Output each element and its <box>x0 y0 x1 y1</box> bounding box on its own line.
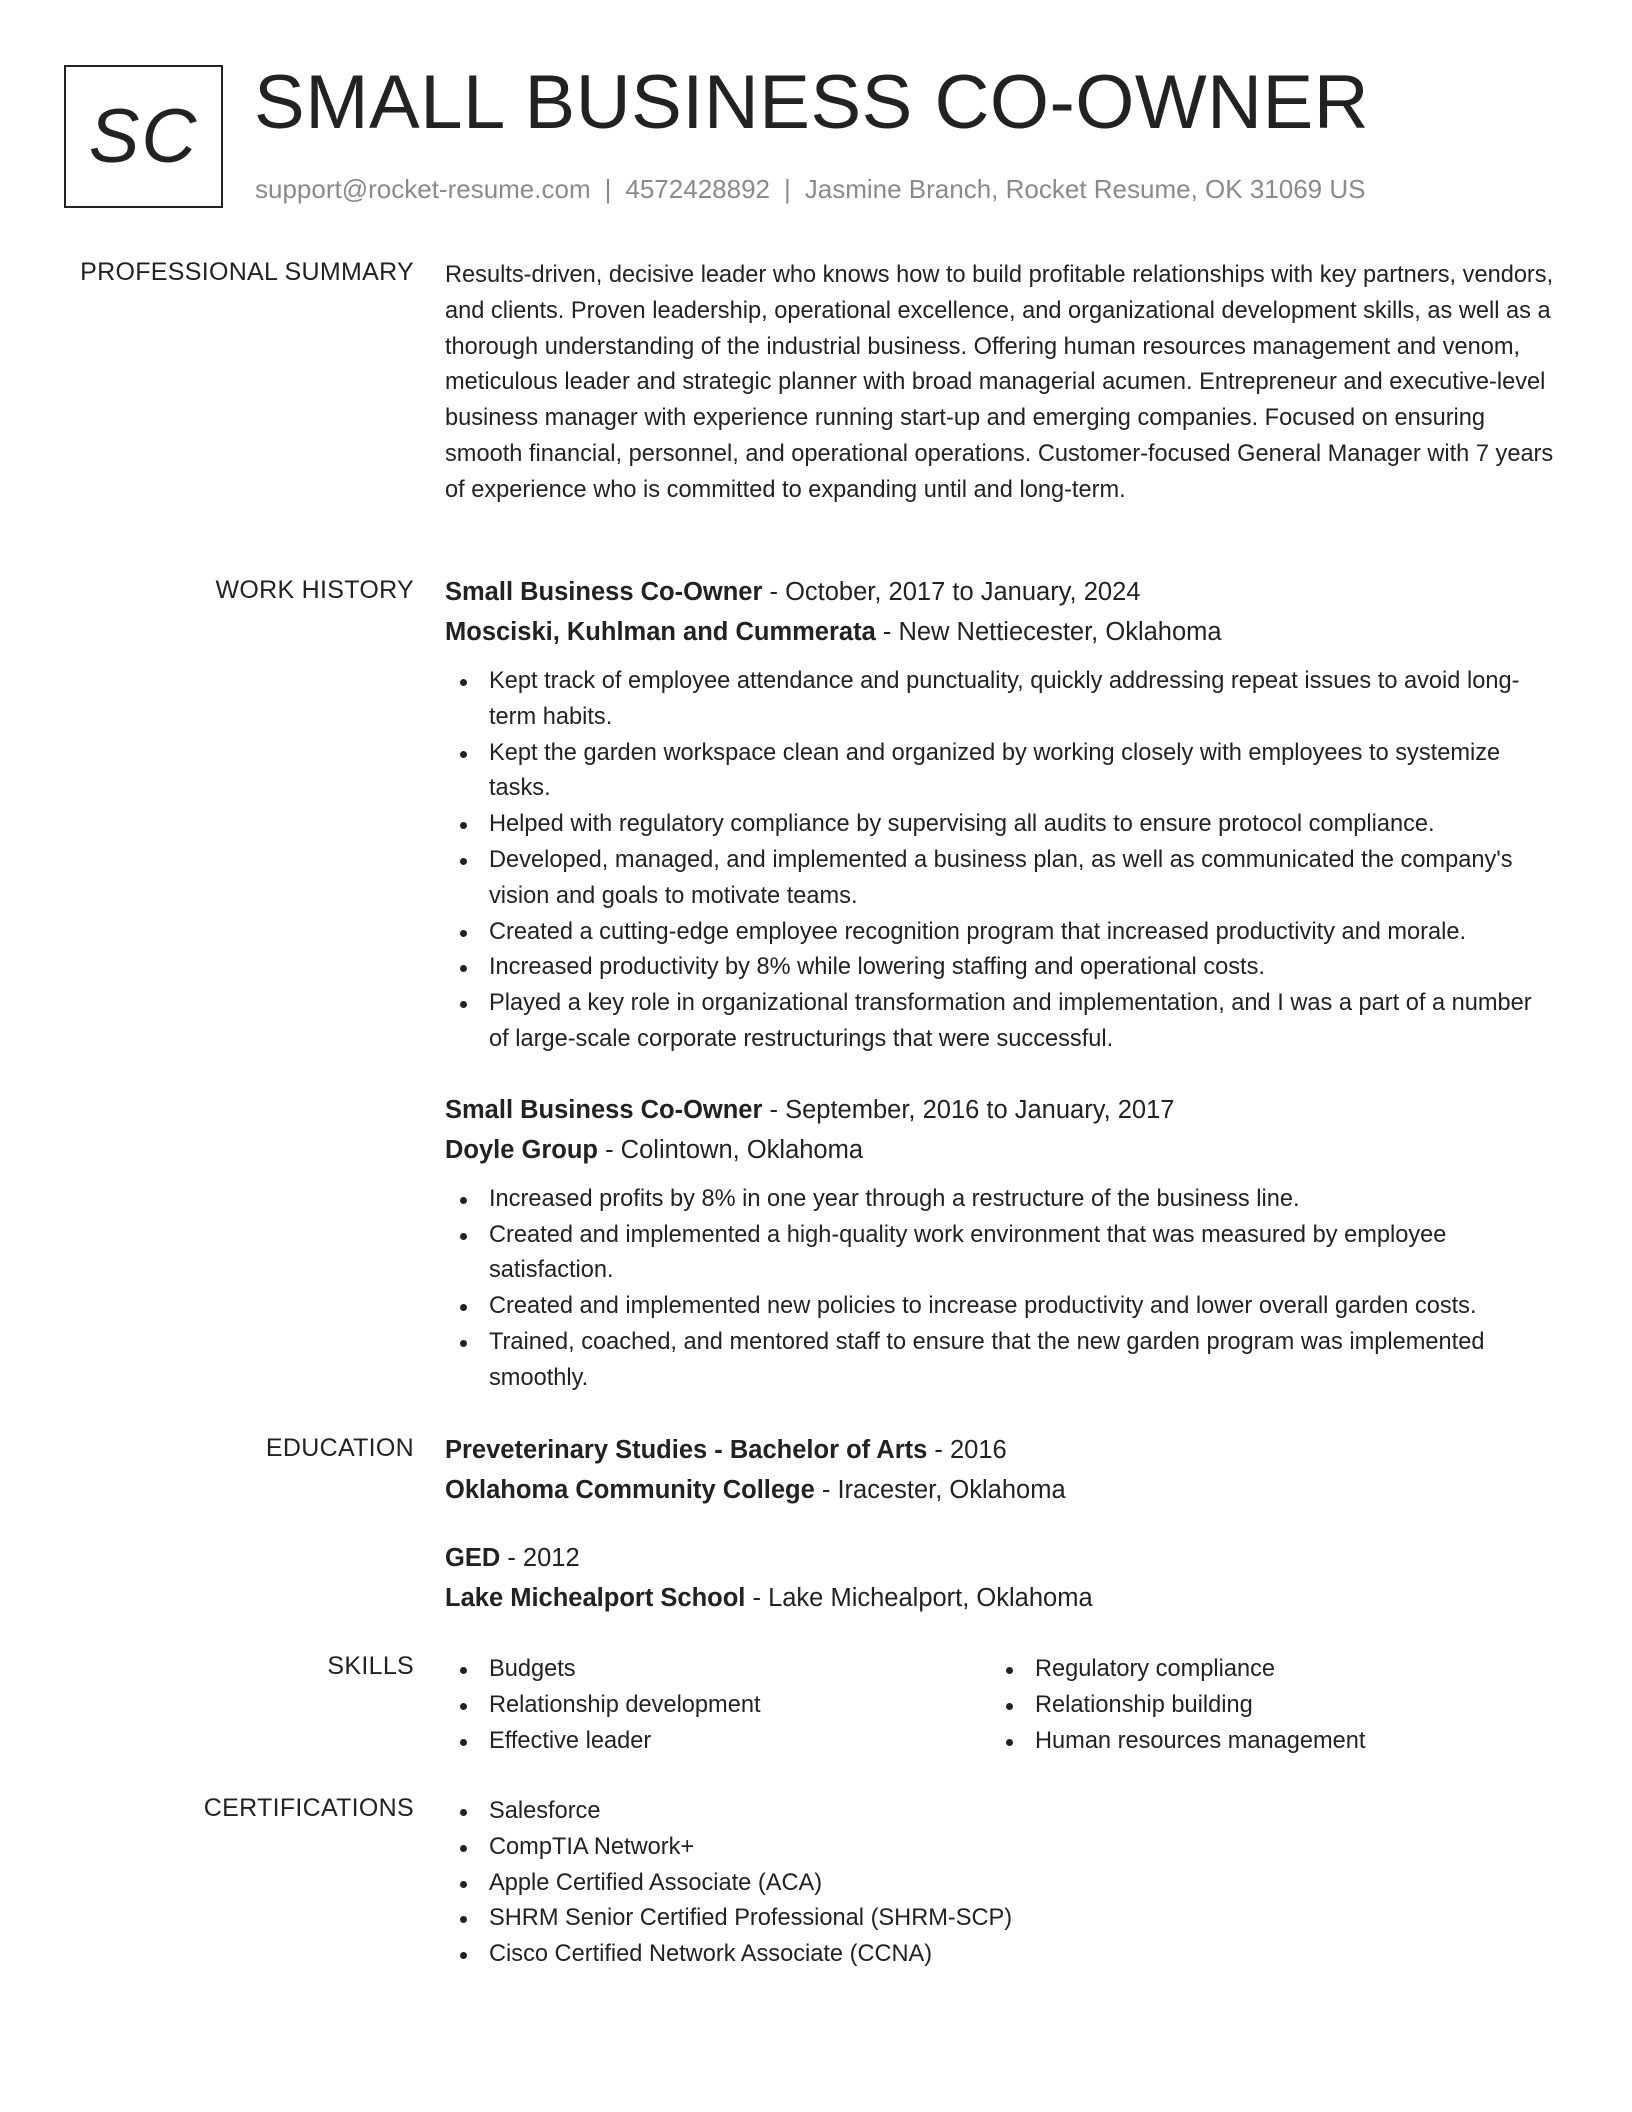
contact-separator: | <box>784 174 791 204</box>
school-line <box>445 1578 1557 1618</box>
summary-heading: PROFESSIONAL SUMMARY <box>80 258 414 286</box>
certification-item: CompTIA Network+ <box>445 1830 1557 1866</box>
degree-year: - 2012 <box>500 1544 580 1572</box>
certification-item: Apple Certified Associate (ACA) <box>445 1866 1557 1902</box>
job-title-line <box>445 1090 1557 1130</box>
school-location: - Lake Michealport, Oklahoma <box>745 1584 1093 1612</box>
skills-list-left <box>445 1652 991 1759</box>
job-location: - Colintown, Oklahoma <box>598 1135 864 1164</box>
skill-item: Human resources management <box>991 1724 1537 1760</box>
school-line <box>445 1470 1557 1510</box>
job-entry <box>445 572 1557 1058</box>
job-bullet: Helped with regulatory compliance by supervising all audits to ensure protocol compliance. <box>445 807 1557 843</box>
school: Oklahoma Community College <box>445 1476 815 1504</box>
skill-item: Regulatory compliance <box>991 1652 1537 1688</box>
skills-heading: SKILLS <box>327 1652 414 1680</box>
job-bullet: Kept track of employee attendance and punctuality, quickly addressing repeat issues to avoid long-term habits. <box>445 664 1557 736</box>
resume-header <box>64 60 1568 210</box>
job-bullet: Developed, managed, and implemented a business plan, as well as communicated the company's vision and goals to motivate teams. <box>445 843 1557 915</box>
certifications-list <box>445 1794 1557 1973</box>
job-dates: - October, 2017 to January, 2024 <box>762 578 1141 606</box>
degree: GED <box>445 1544 501 1572</box>
work-history-body <box>445 572 1557 1397</box>
monogram-logo <box>64 65 223 208</box>
job-dates: - September, 2016 to January, 2017 <box>762 1095 1175 1124</box>
certifications-body <box>445 1794 1557 1973</box>
education-heading: EDUCATION <box>265 1434 414 1462</box>
work-history-heading: WORK HISTORY <box>215 576 414 604</box>
job-bullet: Increased productivity by 8% while lowering staffing and operational costs. <box>445 950 1557 986</box>
degree-line <box>445 1538 1557 1578</box>
job-title: Small Business Co-Owner <box>445 578 763 606</box>
skill-item: Effective leader <box>445 1724 991 1760</box>
skill-item: Budgets <box>445 1652 991 1688</box>
certifications-heading: CERTIFICATIONS <box>203 1794 414 1822</box>
skill-item: Relationship building <box>991 1688 1537 1724</box>
skills-body <box>445 1652 1557 1759</box>
job-bullet: Created and implemented new policies to increase productivity and lower overall garden costs. <box>445 1289 1557 1325</box>
summary-text: Results-driven, decisive leader who knows how to build profitable relationships with key partners, vendors, and clients. Proven leadership, operational excellence, and organizational development skills, as well as a thorough understanding of the industrial business. Offering human resources management and venom, meticulous leader and strategic planner with broad managerial acumen. Entrepreneur and executive-level business manager with experience running start-up and emerging companies. Focused on ensuring smooth financial, personnel, and operational operations. Customer-focused General Manager with 7 years of experience who is committed to expanding until and long-term. <box>445 262 1554 503</box>
job-bullet: Trained, coached, and mentored staff to ensure that the new garden program was implemented smoothly. <box>445 1325 1557 1397</box>
job-bullets <box>445 664 1557 1058</box>
contact-line <box>255 174 1365 205</box>
education-entry <box>445 1430 1557 1510</box>
job-bullets <box>445 1182 1557 1397</box>
skills-grid <box>445 1652 1557 1759</box>
job-company: Mosciski, Kuhlman and Cummerata <box>445 618 876 646</box>
skills-list-right <box>991 1652 1537 1759</box>
job-bullet: Created and implemented a high-quality work environment that was measured by employee satisfaction. <box>445 1218 1557 1290</box>
school: Lake Michealport School <box>445 1584 746 1612</box>
job-bullet: Played a key role in organizational transformation and implementation, and I was a part of a number of large-scale corporate restructurings that were successful. <box>445 986 1557 1058</box>
job-bullet: Created a cutting-edge employee recognition program that increased productivity and morale. <box>445 915 1557 951</box>
monogram-initials: SC <box>88 94 199 179</box>
job-company-line <box>445 1130 1557 1170</box>
job-location: - New Nettiecester, Oklahoma <box>875 618 1222 646</box>
certification-item: Cisco Certified Network Associate (CCNA) <box>445 1937 1557 1973</box>
contact-separator: | <box>604 174 612 204</box>
job-company: Doyle Group <box>445 1135 599 1164</box>
certification-item: Salesforce <box>445 1794 1557 1830</box>
job-bullet: Increased profits by 8% in one year through a restructure of the business line. <box>445 1182 1557 1218</box>
job-title-line <box>445 572 1557 612</box>
job-company-line <box>445 612 1557 652</box>
skill-item: Relationship development <box>445 1688 991 1724</box>
education-body <box>445 1430 1557 1618</box>
contact-address: Jasmine Branch, Rocket Resume, OK 31069 US <box>804 174 1366 204</box>
job-title: Small Business Co-Owner <box>445 1095 763 1124</box>
degree: Preveterinary Studies - Bachelor of Arts <box>445 1436 928 1464</box>
education-entry <box>445 1538 1557 1618</box>
resume-title: SMALL BUSINESS CO-OWNER <box>254 60 1370 145</box>
contact-phone: 4572428892 <box>625 174 770 204</box>
contact-email: support@rocket-resume.com <box>255 174 591 204</box>
job-bullet: Kept the garden workspace clean and organized by working closely with employees to systemize tasks. <box>445 736 1557 808</box>
certification-item: SHRM Senior Certified Professional (SHRM-SCP) <box>445 1901 1557 1937</box>
job-entry <box>445 1090 1557 1397</box>
school-location: - Iracester, Oklahoma <box>814 1476 1066 1504</box>
degree-year: - 2016 <box>927 1436 1007 1464</box>
degree-line <box>445 1430 1557 1470</box>
